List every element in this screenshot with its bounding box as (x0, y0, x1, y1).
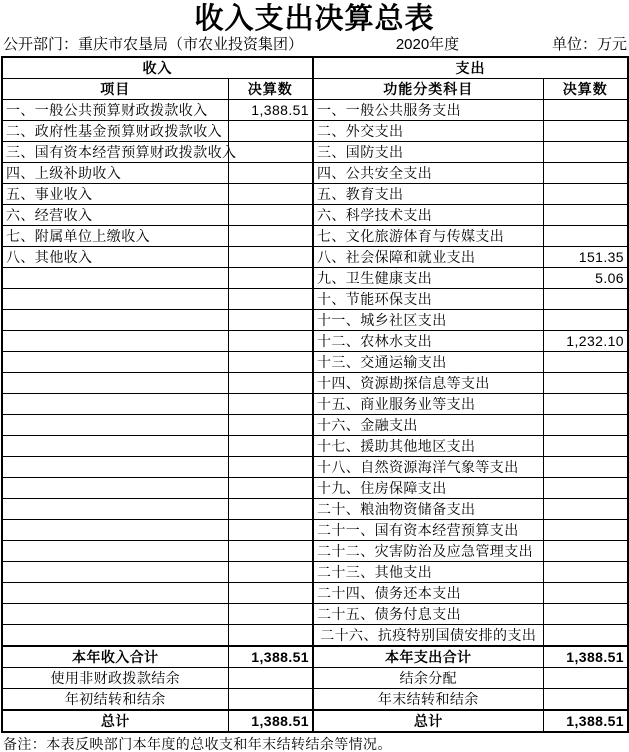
income-item-cell (2, 310, 228, 331)
income-item-cell (2, 394, 228, 415)
income-section-header: 收入 (2, 57, 313, 79)
meta-year: 2020年度 (395, 36, 460, 53)
income-amount-cell: 1,388.51 (228, 646, 313, 668)
income-item-cell (2, 352, 228, 373)
table-row (2, 457, 628, 478)
table-row (2, 541, 628, 562)
expense-item-cell: 十三、交通运输支出 (313, 352, 543, 373)
summary-row (2, 668, 628, 689)
income-amount-cell (228, 310, 313, 331)
expense-amount-cell (543, 689, 628, 711)
expense-item-column-header: 功能分类科目 (313, 79, 543, 100)
income-item-cell: 二、政府性基金预算财政拨款收入 (2, 121, 228, 142)
expense-item-cell: 八、社会保障和就业支出 (313, 247, 543, 268)
income-item-cell (2, 604, 228, 625)
table-row (2, 100, 628, 121)
income-item-cell (2, 541, 228, 562)
income-item-cell (2, 415, 228, 436)
expense-section-header: 支出 (313, 57, 628, 79)
income-amount-cell (228, 289, 313, 310)
expense-item-cell: 二十二、灾害防治及应急管理支出 (313, 541, 543, 562)
table-row (2, 625, 628, 647)
income-item-cell: 一、一般公共预算财政拨款收入 (2, 100, 228, 121)
income-item-cell: 七、附属单位上缴收入 (2, 226, 228, 247)
expense-item-cell: 二十一、国有资本经营预算支出 (313, 520, 543, 541)
expense-item-cell: 二、外交支出 (313, 121, 543, 142)
summary-row (2, 646, 628, 668)
table-row (2, 142, 628, 163)
income-amount-cell (228, 562, 313, 583)
meta-department: 公开部门：重庆市农垦局（市农业投资集团） (3, 36, 304, 53)
expense-item-cell: 十二、农林水支出 (313, 331, 543, 352)
income-amount-cell (228, 583, 313, 604)
expense-amount-column-header: 决算数 (543, 79, 628, 100)
expense-item-cell: 九、卫生健康支出 (313, 268, 543, 289)
expense-item-cell: 十四、资源勘探信息等支出 (313, 373, 543, 394)
income-item-cell: 本年收入合计 (2, 646, 228, 668)
expense-item-cell: 结余分配 (313, 668, 543, 689)
expense-item-cell: 十八、自然资源海洋气象等支出 (313, 457, 543, 478)
expense-amount-cell (543, 352, 628, 373)
section-header-row (2, 57, 628, 79)
expense-item-cell: 十六、金融支出 (313, 415, 543, 436)
income-item-cell (2, 373, 228, 394)
income-amount-cell (228, 668, 313, 689)
income-amount-cell (228, 541, 313, 562)
expense-amount-cell (543, 541, 628, 562)
expense-item-cell: 年末结转和结余 (313, 689, 543, 711)
expense-amount-cell (543, 310, 628, 331)
expense-amount-cell (543, 457, 628, 478)
income-item-cell: 年初结转和结余 (2, 689, 228, 711)
expense-amount-cell (543, 163, 628, 184)
expense-amount-cell: 1,232.10 (543, 331, 628, 352)
income-amount-cell (228, 184, 313, 205)
income-item-cell (2, 583, 228, 604)
column-header-row (2, 79, 628, 100)
income-amount-cell (228, 268, 313, 289)
income-amount-cell (228, 457, 313, 478)
accounts-table (1, 56, 629, 733)
income-amount-cell: 1,388.51 (228, 710, 313, 732)
expense-item-cell: 三、国防支出 (313, 142, 543, 163)
expense-amount-cell (543, 142, 628, 163)
table-row (2, 121, 628, 142)
income-item-cell: 四、上级补助收入 (2, 163, 228, 184)
expense-item-cell: 本年支出合计 (313, 646, 543, 668)
table-row (2, 184, 628, 205)
table-row (2, 289, 628, 310)
income-item-cell (2, 289, 228, 310)
table-row (2, 310, 628, 331)
meta-unit: 单位：万元 (551, 36, 627, 53)
table-row (2, 352, 628, 373)
income-item-cell: 总计 (2, 710, 228, 732)
income-amount-cell (228, 373, 313, 394)
expense-item-cell: 四、公共安全支出 (313, 163, 543, 184)
expense-amount-cell (543, 562, 628, 583)
income-amount-cell (228, 436, 313, 457)
expense-item-cell: 七、文化旅游体育与传媒支出 (313, 226, 543, 247)
income-item-cell: 六、经营收入 (2, 205, 228, 226)
income-item-cell (2, 436, 228, 457)
page-title: 收入支出决算总表 (194, 3, 435, 35)
expense-amount-cell: 5.06 (543, 268, 628, 289)
income-item-cell (2, 478, 228, 499)
income-amount-cell (228, 415, 313, 436)
income-amount-cell (228, 226, 313, 247)
income-amount-cell: 1,388.51 (228, 100, 313, 121)
expense-amount-cell (543, 583, 628, 604)
expense-item-cell: 二十、粮油物资储备支出 (313, 499, 543, 520)
table-row (2, 436, 628, 457)
expense-item-cell: 总计 (313, 710, 543, 732)
income-item-cell (2, 457, 228, 478)
income-amount-cell (228, 163, 313, 184)
income-amount-cell (228, 520, 313, 541)
expense-item-cell: 一、一般公共服务支出 (313, 100, 543, 121)
expense-amount-cell (543, 205, 628, 226)
expense-item-cell: 二十六、抗疫特别国债安排的支出 (313, 625, 543, 647)
expense-amount-cell (543, 373, 628, 394)
expense-item-cell: 六、科学技术支出 (313, 205, 543, 226)
table-row (2, 205, 628, 226)
table-row (2, 499, 628, 520)
income-amount-cell (228, 205, 313, 226)
income-amount-cell (228, 121, 313, 142)
expense-item-cell: 十九、住房保障支出 (313, 478, 543, 499)
table-row (2, 583, 628, 604)
expense-amount-cell (543, 415, 628, 436)
table-row (2, 478, 628, 499)
expense-amount-cell: 151.35 (543, 247, 628, 268)
table-row (2, 226, 628, 247)
expense-item-cell: 十、节能环保支出 (313, 289, 543, 310)
expense-amount-cell: 1,388.51 (543, 710, 628, 732)
expense-amount-cell (543, 520, 628, 541)
income-item-cell (2, 499, 228, 520)
income-amount-cell (228, 352, 313, 373)
expense-amount-cell (543, 668, 628, 689)
expense-amount-cell (543, 625, 628, 647)
table-row (2, 520, 628, 541)
summary-row (2, 689, 628, 711)
table-row (2, 415, 628, 436)
expense-amount-cell (543, 394, 628, 415)
income-item-cell: 三、国有资本经营预算财政拨款收入 (2, 142, 228, 163)
expense-amount-cell (543, 604, 628, 625)
footnote: 备注：本表反映部门本年度的总收支和年末结转结余等情况。 (3, 736, 392, 752)
expense-item-cell: 二十四、债务还本支出 (313, 583, 543, 604)
income-item-cell (2, 562, 228, 583)
income-item-cell (2, 331, 228, 352)
income-item-cell (2, 625, 228, 647)
expense-amount-cell (543, 499, 628, 520)
table-row (2, 163, 628, 184)
income-amount-cell (228, 604, 313, 625)
income-item-cell (2, 268, 228, 289)
income-amount-cell (228, 478, 313, 499)
table-row (2, 268, 628, 289)
income-amount-cell (228, 142, 313, 163)
income-amount-column-header: 决算数 (228, 79, 313, 100)
income-amount-cell (228, 394, 313, 415)
expense-item-cell: 十一、城乡社区支出 (313, 310, 543, 331)
expense-amount-cell (543, 100, 628, 121)
expense-amount-cell (543, 184, 628, 205)
table-row (2, 562, 628, 583)
income-amount-cell (228, 247, 313, 268)
expense-amount-cell (543, 478, 628, 499)
income-item-cell: 五、事业收入 (2, 184, 228, 205)
income-amount-cell (228, 499, 313, 520)
expense-amount-cell (543, 226, 628, 247)
expense-amount-cell: 1,388.51 (543, 646, 628, 668)
table-row (2, 394, 628, 415)
income-amount-cell (228, 625, 313, 647)
expense-item-cell: 十五、商业服务业等支出 (313, 394, 543, 415)
meta-row (0, 36, 629, 56)
table-row (2, 373, 628, 394)
table-row (2, 331, 628, 352)
income-item-column-header: 项目 (2, 79, 228, 100)
expense-item-cell: 五、教育支出 (313, 184, 543, 205)
table-row (2, 604, 628, 625)
income-item-cell (2, 520, 228, 541)
expense-item-cell: 二十五、债务付息支出 (313, 604, 543, 625)
expense-item-cell: 十七、援助其他地区支出 (313, 436, 543, 457)
income-item-cell: 八、其他收入 (2, 247, 228, 268)
income-item-cell: 使用非财政拨款结余 (2, 668, 228, 689)
expense-item-cell: 二十三、其他支出 (313, 562, 543, 583)
income-amount-cell (228, 689, 313, 711)
expense-amount-cell (543, 289, 628, 310)
table-row (2, 247, 628, 268)
expense-amount-cell (543, 121, 628, 142)
summary-row (2, 710, 628, 732)
expense-amount-cell (543, 436, 628, 457)
income-amount-cell (228, 331, 313, 352)
